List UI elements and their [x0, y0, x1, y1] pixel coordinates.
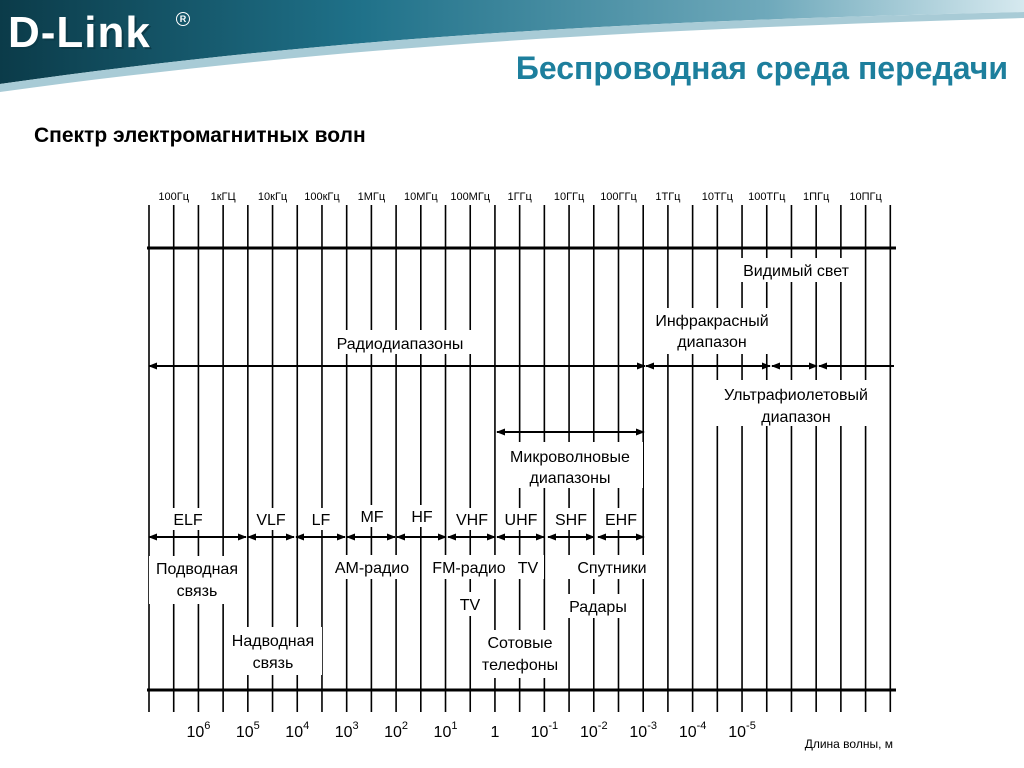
band-hf: HF	[411, 509, 433, 526]
frequency-tick-label: 10МГц	[403, 191, 438, 203]
frequency-tick-label: 1кГЦ	[210, 191, 236, 203]
band-vlf: VLF	[256, 512, 286, 529]
band-uhf: UHF	[504, 512, 538, 529]
radars-label: Радары	[569, 599, 627, 616]
infrared-label-line2: диапазон	[677, 334, 747, 351]
band-lf: LF	[311, 512, 331, 529]
band-elf: ELF	[173, 512, 203, 529]
cellular-line2: телефоны	[481, 657, 559, 674]
wavelength-tick-label: $10^{-5}$	[728, 720, 756, 741]
wavelength-tick-label: 1	[490, 724, 500, 741]
fm-radio-label: FM-радио	[432, 560, 506, 577]
radio-range-label: Радиодиапазоны	[336, 336, 464, 353]
frequency-tick-label: 10ПГц	[849, 191, 882, 203]
surface-comm-line1: Надводная	[231, 633, 315, 650]
wavelength-axis-label: Длина волны, м	[804, 737, 893, 751]
am-radio-label: АМ-радио	[334, 560, 410, 577]
frequency-tick-label: 1ГГц	[507, 191, 532, 203]
frequency-tick-label: 100МГц	[450, 191, 491, 203]
wavelength-tick-label: $10^4$	[285, 720, 310, 741]
wavelength-tick-label: $10^1$	[433, 720, 458, 741]
cellular-line1: Сотовые	[487, 635, 553, 652]
frequency-tick-label: 100ГГц	[600, 191, 637, 203]
registered-mark: R	[176, 12, 190, 26]
wavelength-tick-label: $10^{-3}$	[629, 720, 657, 741]
logo: D-Link	[8, 8, 151, 57]
underwater-comm-line2: связь	[176, 583, 218, 600]
band-vhf: VHF	[456, 512, 488, 529]
surface-comm-line2: связь	[252, 655, 294, 672]
visible-light-label: Видимый свет	[743, 263, 849, 280]
band-shf: SHF	[555, 512, 587, 529]
tv-uhf-label: TV	[517, 560, 539, 577]
wavelength-tick-label: $10^6$	[186, 720, 211, 741]
band-labels	[168, 505, 640, 530]
microwave-label-line2: диапазоны	[529, 470, 611, 487]
infrared-label-line1: Инфракрасный	[655, 313, 769, 330]
band-mf: MF	[360, 509, 384, 526]
wavelength-tick-label: $10^5$	[235, 720, 260, 741]
frequency-tick-label: 1МГц	[357, 191, 386, 203]
wavelength-tick-label: $10^3$	[334, 720, 359, 741]
frequency-tick-label: 10кГц	[257, 191, 288, 203]
frequency-tick-label: 10ГГц	[553, 191, 585, 203]
application-labels	[149, 555, 656, 678]
wavelength-tick-label: $10^{-1}$	[530, 720, 559, 741]
underwater-comm-line1: Подводная	[156, 561, 238, 578]
frequency-tick-label: 1ПГц	[803, 191, 830, 203]
frequency-tick-label: 1ТГц	[655, 191, 681, 203]
band-ehf: EHF	[605, 512, 637, 529]
wavelength-tick-label: $10^2$	[384, 720, 409, 741]
frequency-tick-label: 100ТГц	[748, 191, 786, 203]
ultraviolet-label-line2: диапазон	[761, 409, 831, 426]
slide-subtitle: Спектр электромагнитных волн	[34, 124, 366, 147]
wavelength-tick-label: $10^{-2}$	[579, 720, 608, 741]
wavelength-tick-labels	[186, 720, 755, 741]
microwave-label-line1: Микроволновые	[510, 449, 630, 466]
tv-vhf-label: TV	[459, 597, 481, 614]
frequency-tick-labels	[158, 191, 882, 203]
satellites-label: Спутники	[577, 560, 647, 577]
slide-title: Беспроводная среда передачи	[515, 50, 1008, 86]
frequency-tick-label: 10ТГц	[701, 191, 733, 203]
frequency-tick-label: 100Гц	[158, 191, 190, 203]
wavelength-tick-label: $10^{-4}$	[678, 720, 707, 741]
frequency-tick-label: 100кГц	[304, 191, 340, 203]
ultraviolet-label-line1: Ультрафиолетовый	[724, 387, 868, 404]
